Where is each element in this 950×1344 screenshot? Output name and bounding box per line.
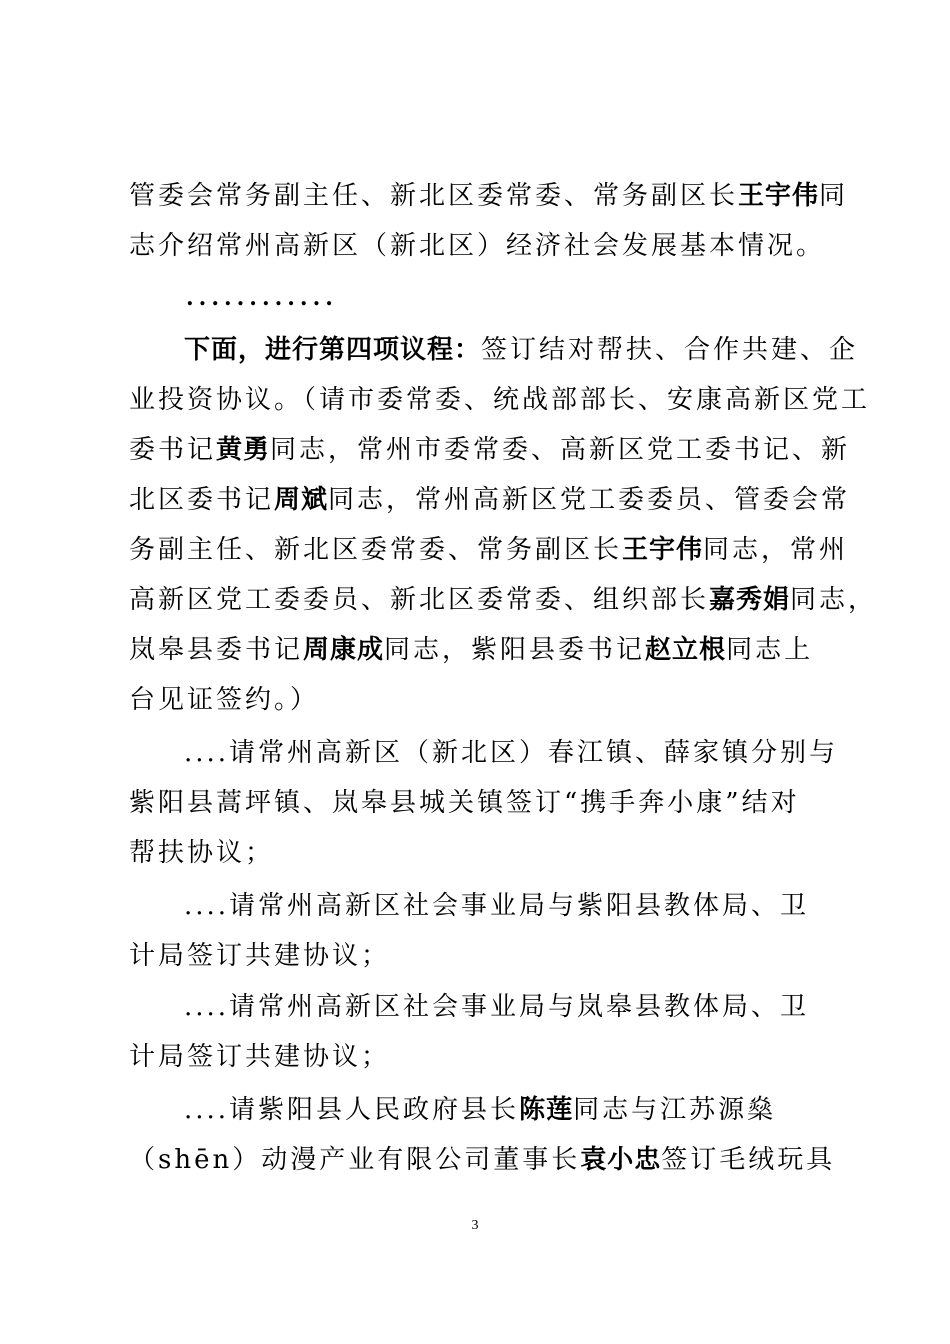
text-run: 同志，常州市委常委、高新区党工委书记、新 bbox=[270, 435, 851, 465]
text-run: ....请紫阳县人民政府县长 bbox=[184, 1095, 520, 1125]
item3-line-1: ....请常州高新区社会事业局与岚皋县教体局、卫 bbox=[184, 992, 810, 1022]
item4-line-1 bbox=[184, 1094, 849, 1126]
item1-line-3: 帮扶协议； bbox=[129, 838, 275, 868]
text-run: （shēn）动漫产业有限公司董事长 bbox=[129, 1145, 581, 1175]
agenda-line-7 bbox=[129, 634, 849, 666]
agenda-line-4 bbox=[129, 484, 849, 516]
text-run: 同志，常州高新区党工委委员、管委会常 bbox=[328, 485, 851, 515]
text-run: 同志， bbox=[790, 585, 878, 615]
ellipsis-separator: ............ bbox=[186, 285, 338, 311]
agenda-line-2: 业投资协议。（请市委常委、统战部部长、安康高新区党工 bbox=[129, 385, 871, 415]
item4-line-2 bbox=[129, 1144, 849, 1176]
person-name: 嘉秀娟 bbox=[709, 585, 791, 615]
agenda-line-5 bbox=[129, 534, 849, 566]
text-run: 同志上 bbox=[726, 635, 814, 665]
text-run: 同 bbox=[819, 181, 849, 211]
item2-line-1: ....请常州高新区社会事业局与紫阳县教体局、卫 bbox=[184, 891, 810, 921]
text-run: 北区委书记 bbox=[129, 485, 275, 515]
agenda-line-1 bbox=[184, 334, 859, 366]
item1-line-2: 紫阳县蒿坪镇、岚皋县城关镇签订“携手奔小康”结对 bbox=[129, 788, 800, 818]
text-run: 同志，紫阳县委书记 bbox=[384, 635, 646, 665]
item1-line-1: ....请常州高新区（新北区）春江镇、薛家镇分别与 bbox=[184, 738, 839, 768]
intro-line-1 bbox=[129, 180, 849, 212]
item3-line-2: 计局签订共建协议； bbox=[129, 1042, 391, 1072]
intro-line-2: 志介绍常州高新区（新北区）经济社会发展基本情况。 bbox=[129, 231, 826, 261]
text-run: 管委会常务副主任、新北区委常委、常务副区长 bbox=[129, 181, 739, 211]
person-name: 周康成 bbox=[303, 635, 385, 665]
text-run: 委书记 bbox=[129, 435, 217, 465]
item2-line-2: 计局签订共建协议； bbox=[129, 941, 391, 971]
person-name: 周斌 bbox=[274, 485, 329, 515]
text-run: 签订结对帮扶、合作共建、企 bbox=[481, 335, 859, 365]
person-name: 陈莲 bbox=[519, 1095, 574, 1125]
text-run: 岚皋县委书记 bbox=[129, 635, 304, 665]
text-run: 务副主任、新北区委常委、常务副区长 bbox=[129, 535, 623, 565]
person-name: 王宇伟 bbox=[738, 181, 820, 211]
text-run: 签订毛绒玩具 bbox=[661, 1145, 836, 1175]
person-name: 袁小忠 bbox=[580, 1145, 662, 1175]
agenda-line-3 bbox=[129, 434, 849, 466]
agenda-heading: 下面，进行第四项议程： bbox=[184, 335, 482, 365]
person-name: 王宇伟 bbox=[622, 535, 704, 565]
text-run: 同志，常州 bbox=[703, 535, 849, 565]
person-name: 赵立根 bbox=[645, 635, 727, 665]
agenda-line-6 bbox=[129, 584, 878, 616]
text-run: 高新区党工委委员、新北区委常委、组织部长 bbox=[129, 585, 710, 615]
agenda-line-8: 台见证签约。） bbox=[129, 685, 320, 715]
page-number: 3 bbox=[471, 1218, 479, 1233]
person-name: 黄勇 bbox=[216, 435, 271, 465]
text-run: 同志与江苏源燊 bbox=[573, 1095, 777, 1125]
